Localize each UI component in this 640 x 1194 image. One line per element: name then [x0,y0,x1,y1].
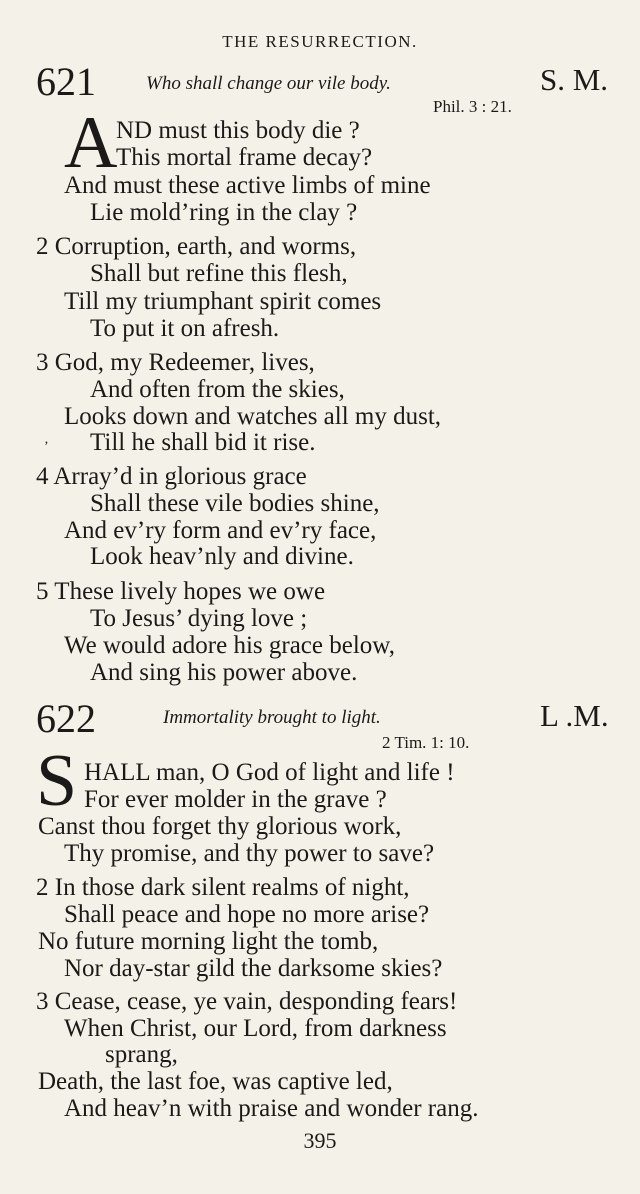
hymn-621-line: And often from the skies, [90,376,345,403]
hymn-621-line: And ev’ry form and ev’ry face, [64,517,377,544]
hymn-621-line: 2 Corruption, earth, and worms, [36,233,357,260]
page-number: 395 [303,1128,337,1153]
hymn-621-line: Till my triumphant spirit comes [64,288,382,315]
hymn-622-line: And heav’n with praise and wonder rang. [64,1095,479,1122]
running-head: THE RESURRECTION. [222,32,418,51]
hymn-621-line: ND must this body die ? [116,117,360,144]
hymn-621-line: 3 God, my Redeemer, lives, [36,349,315,376]
hymn-621-line: And must these active limbs of mine [64,172,431,199]
hymn-622-line: Shall peace and hope no more arise? [64,901,430,928]
hymn-621-dropcap: A [64,102,118,184]
hymn-621-line: Lie mold’ring in the clay ? [90,199,358,226]
hymn-622-line: HALL man, O God of light and life ! [84,759,455,786]
hymn-621-line: To put it on afresh. [90,315,280,342]
hymn-621-line: 5 These lively hopes we owe [36,578,326,605]
hymn-622-meter: L .M. [540,698,609,733]
hymn-621-line: To Jesus’ dying love ; [90,605,308,632]
hymn-622-line: sprang, [105,1041,178,1068]
hymn-621-number: 621 [36,59,96,104]
hymn-622-title: Immortality brought to light. [163,707,381,728]
hymn-621-meter: S. M. [540,62,609,97]
hymn-621-line: Look heav’nly and divine. [90,543,354,570]
hymn-622-line: 2 In those dark silent realms of night, [36,874,410,901]
hymn-621-line: Looks down and watches all my dust, [64,403,442,430]
hymn-621-scripture: Phil. 3 : 21. [433,97,512,116]
hymn-622-line: Death, the last foe, was captive led, [38,1068,393,1095]
hymn-622-number: 622 [36,696,96,741]
hymn-622-line: Canst thou forget thy glorious work, [38,813,402,840]
hymn-621-line: We would adore his grace below, [64,632,395,659]
hymn-622-line: Thy promise, and thy power to save? [64,840,435,867]
hymn-622-line: 3 Cease, cease, ye vain, desponding fears! [36,988,458,1015]
hymn-622-line: When Christ, our Lord, from darkness [64,1015,447,1042]
hymn-622-dropcap: S [36,740,78,822]
hymn-621-line: And sing his power above. [90,659,358,686]
hymn-621-line: This mortal frame decay? [116,144,373,171]
hymn-622-line: Nor day-star gild the darksome skies? [64,955,443,982]
hymn-621-line: Shall these vile bodies shine, [90,490,380,517]
hymn-621-line: Till he shall bid it rise. [90,429,316,456]
hymn-621-title: Who shall change our vile body. [146,73,391,94]
hymn-621-line: 4 Array’d in glorious grace [36,463,307,490]
hymn-622-line: For ever molder in the grave ? [84,786,387,813]
print-speck: ‚ [44,432,49,447]
hymn-622-line: No future morning light the tomb, [38,928,379,955]
hymn-622-scripture: 2 Tim. 1: 10. [382,733,470,752]
hymn-621-line: Shall but refine this flesh, [90,260,348,287]
